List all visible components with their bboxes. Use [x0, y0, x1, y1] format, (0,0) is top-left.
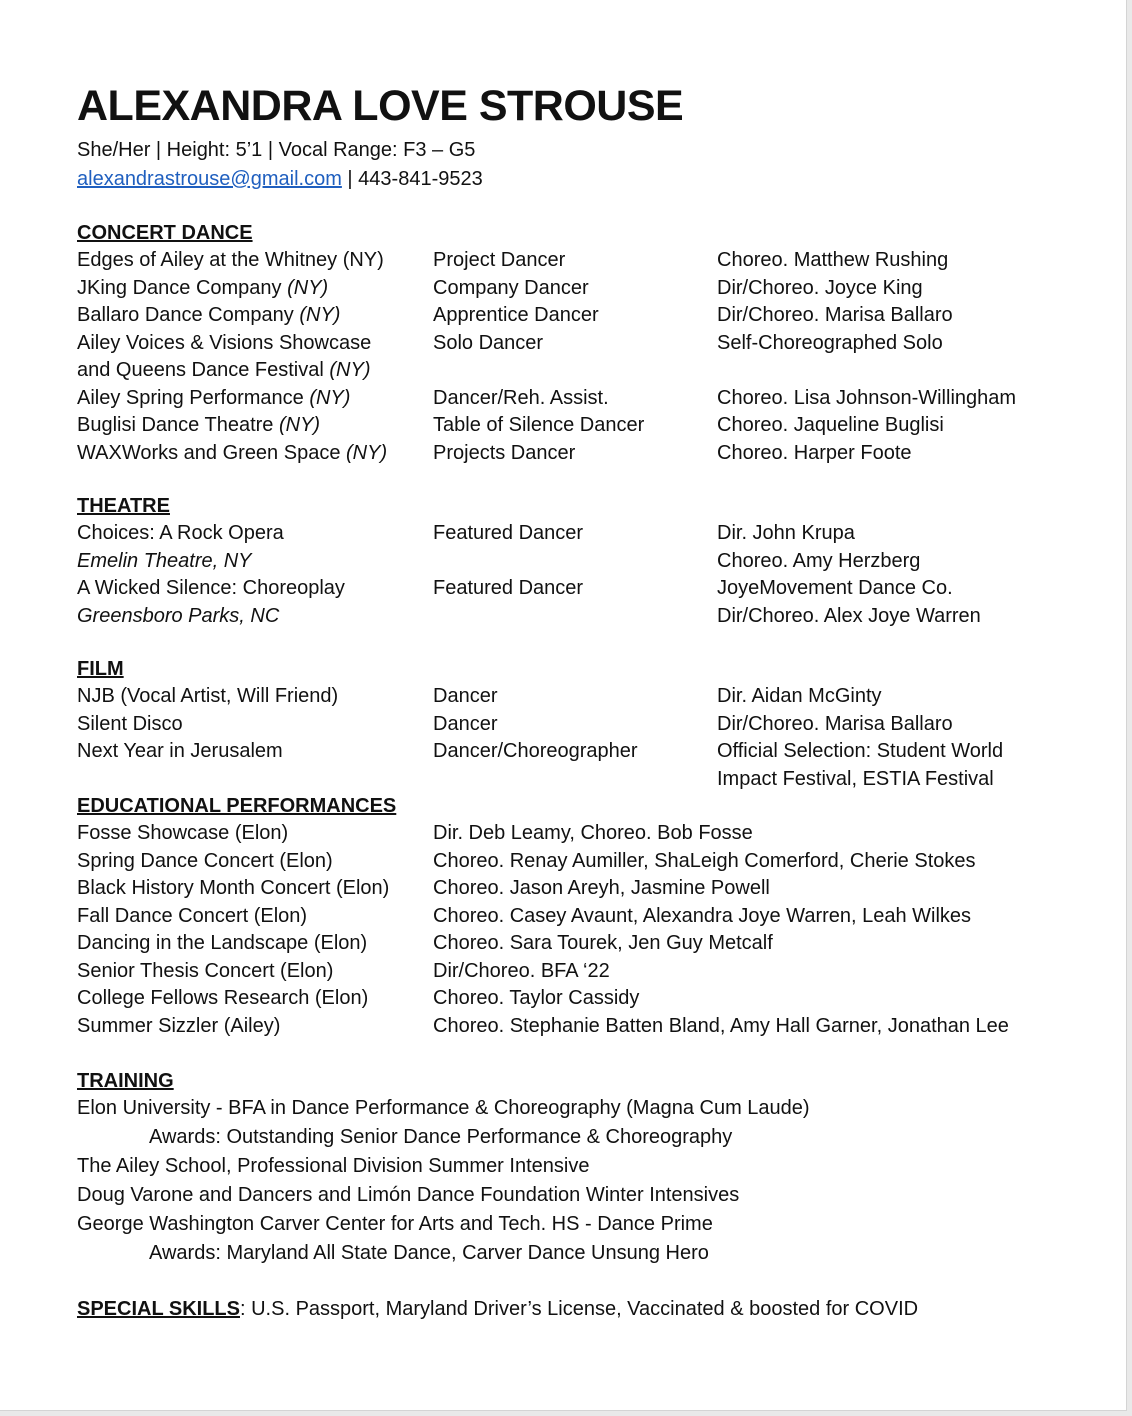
credit: Dir. Deb Leamy, Choreo. Bob Fosse: [433, 822, 753, 844]
work-title: NJB (Vocal Artist, Will Friend): [77, 685, 339, 707]
credit: Dir/Choreo. Marisa Ballaro: [717, 304, 953, 326]
work-title: JKing Dance Company (NY): [77, 276, 329, 299]
credit: Official Selection: Student World: [717, 740, 1004, 762]
special-skills: [77, 1296, 1077, 1324]
credit-row: [77, 848, 1077, 876]
work-title: Senior Thesis Concert (Elon): [77, 959, 334, 982]
role: Projects Dancer: [433, 441, 576, 464]
role: Featured Dancer: [433, 577, 584, 599]
credit-row: [77, 548, 1077, 576]
section-title: EDUCATIONAL PERFORMANCES: [77, 795, 397, 817]
skills-text: : U.S. Passport, Maryland Driver’s License, Vaccinated & boosted for COVID: [240, 1297, 919, 1320]
email-link[interactable]: alexandrastrouse@gmail.com: [77, 168, 342, 190]
credit: Choreo. Stephanie Batten Bland, Amy Hall Garner, Jonathan Lee: [433, 1014, 1009, 1037]
role: Apprentice Dancer: [433, 304, 599, 326]
role: Dancer: [433, 685, 498, 707]
credit-row: [77, 875, 1077, 903]
credit-row: [77, 330, 1077, 358]
credit: Choreo. Jaqueline Buglisi: [717, 414, 944, 436]
resume-name: ALEXANDRA LOVE STROUSE: [77, 82, 684, 130]
credit-row: [77, 440, 1077, 468]
work-title: Dancing in the Landscape (Elon): [77, 932, 368, 954]
work-title: Fall Dance Concert (Elon): [77, 904, 308, 927]
role: Project Dancer: [433, 249, 566, 271]
credit: Impact Festival, ESTIA Festival: [717, 767, 994, 790]
credit: Choreo. Casey Avaunt, Alexandra Joye Warren, Leah Wilkes: [433, 904, 972, 927]
credit-row: [77, 412, 1077, 440]
film-section: [77, 656, 1077, 793]
credit-row: [77, 357, 1077, 385]
theatre-section: [77, 493, 1077, 630]
educational-performances-section: [77, 793, 1077, 1040]
credit: Dir. Aidan McGinty: [717, 685, 882, 707]
training-line: Elon University - BFA in Dance Performance & Choreography (Magna Cum Laude): [77, 1097, 810, 1119]
work-title: Fosse Showcase (Elon): [77, 822, 289, 844]
work-title: WAXWorks and Green Space (NY): [77, 441, 388, 464]
work-title: Ballaro Dance Company (NY): [77, 304, 341, 326]
role: Dancer/Reh. Assist.: [433, 386, 609, 409]
role: Solo Dancer: [433, 331, 544, 354]
credit-row: [77, 1013, 1077, 1041]
training-line: The Ailey School, Professional Division Summer Intensive: [77, 1154, 590, 1177]
work-title: Black History Month Concert (Elon): [77, 877, 390, 899]
training-award-line: Awards: Maryland All State Dance, Carver Dance Unsung Hero: [149, 1241, 709, 1264]
resume-content: [77, 80, 1077, 1323]
credit: Choreo. Jason Areyh, Jasmine Powell: [433, 877, 770, 899]
credit: Dir. John Krupa: [717, 522, 855, 544]
credit: Dir/Choreo. Joyce King: [717, 276, 923, 299]
credit-row: [77, 958, 1077, 986]
work-title: Spring Dance Concert (Elon): [77, 849, 333, 872]
work-title: Choices: A Rock Opera: [77, 522, 284, 544]
credit: Dir/Choreo. Alex Joye Warren: [717, 604, 981, 627]
work-title: Summer Sizzler (Ailey): [77, 1014, 281, 1037]
credit-row: [77, 903, 1077, 931]
section-title: CONCERT DANCE: [77, 222, 253, 244]
role: Company Dancer: [433, 276, 589, 299]
training-line: George Washington Carver Center for Arts and Tech. HS - Dance Prime: [77, 1212, 713, 1235]
concert-dance-section: [77, 220, 1077, 467]
personal-details: She/Her | Height: 5’1 | Vocal Range: F3 – G5: [77, 139, 476, 161]
contact-line: [77, 165, 1077, 194]
credit: Dir/Choreo. BFA ‘22: [433, 959, 610, 982]
work-title: Edges of Ailey at the Whitney (NY): [77, 249, 384, 271]
role: Featured Dancer: [433, 522, 584, 544]
role: Table of Silence Dancer: [433, 414, 645, 436]
section-title: TRAINING: [77, 1070, 174, 1092]
training-line: Doug Varone and Dancers and Limón Dance Foundation Winter Intensives: [77, 1183, 740, 1206]
credit: Choreo. Harper Foote: [717, 441, 912, 464]
credit-row: [77, 247, 1077, 275]
work-venue: Emelin Theatre, NY: [77, 549, 252, 572]
work-title: Silent Disco: [77, 712, 183, 735]
credit-row: [77, 711, 1077, 739]
credit: Self-Choreographed Solo: [717, 331, 943, 354]
credit-row: [77, 520, 1077, 548]
work-venue: Greensboro Parks, NC: [77, 604, 280, 627]
work-title: College Fellows Research (Elon): [77, 987, 369, 1009]
credit-row: [77, 603, 1077, 631]
phone-number: | 443-841-9523: [341, 168, 483, 190]
work-title: Next Year in Jerusalem: [77, 740, 283, 762]
training-section: [77, 1068, 1077, 1268]
credit-row: [77, 930, 1077, 958]
credit-row: [77, 275, 1077, 303]
credit-row: [77, 766, 1077, 794]
credit-row: [77, 683, 1077, 711]
credit: Choreo. Matthew Rushing: [717, 249, 949, 271]
section-title: SPECIAL SKILLS: [77, 1297, 240, 1320]
credit: Dir/Choreo. Marisa Ballaro: [717, 712, 953, 735]
credit-row: [77, 385, 1077, 413]
credit: Choreo. Sara Tourek, Jen Guy Metcalf: [433, 932, 773, 954]
work-title: A Wicked Silence: Choreoplay: [77, 577, 345, 599]
training-award-line: Awards: Outstanding Senior Dance Performance & Choreography: [149, 1125, 733, 1148]
credit: Choreo. Taylor Cassidy: [433, 987, 640, 1009]
credit: Choreo. Lisa Johnson-Willingham: [717, 386, 1017, 409]
credit-row: [77, 302, 1077, 330]
section-title: FILM: [77, 658, 124, 680]
credit-row: [77, 820, 1077, 848]
work-title: and Queens Dance Festival (NY): [77, 359, 371, 381]
work-title: Ailey Voices & Visions Showcase: [77, 331, 372, 354]
credit-row: [77, 985, 1077, 1013]
credit: Choreo. Amy Herzberg: [717, 549, 921, 572]
work-title: Ailey Spring Performance (NY): [77, 386, 351, 409]
section-title: THEATRE: [77, 495, 170, 517]
work-title: Buglisi Dance Theatre (NY): [77, 414, 321, 436]
credit-row: [77, 575, 1077, 603]
credit: Choreo. Renay Aumiller, ShaLeigh Comerford, Cherie Stokes: [433, 849, 976, 872]
role: Dancer: [433, 712, 498, 735]
credit-row: [77, 738, 1077, 766]
credit: JoyeMovement Dance Co.: [717, 577, 953, 599]
role: Dancer/Choreographer: [433, 740, 638, 762]
